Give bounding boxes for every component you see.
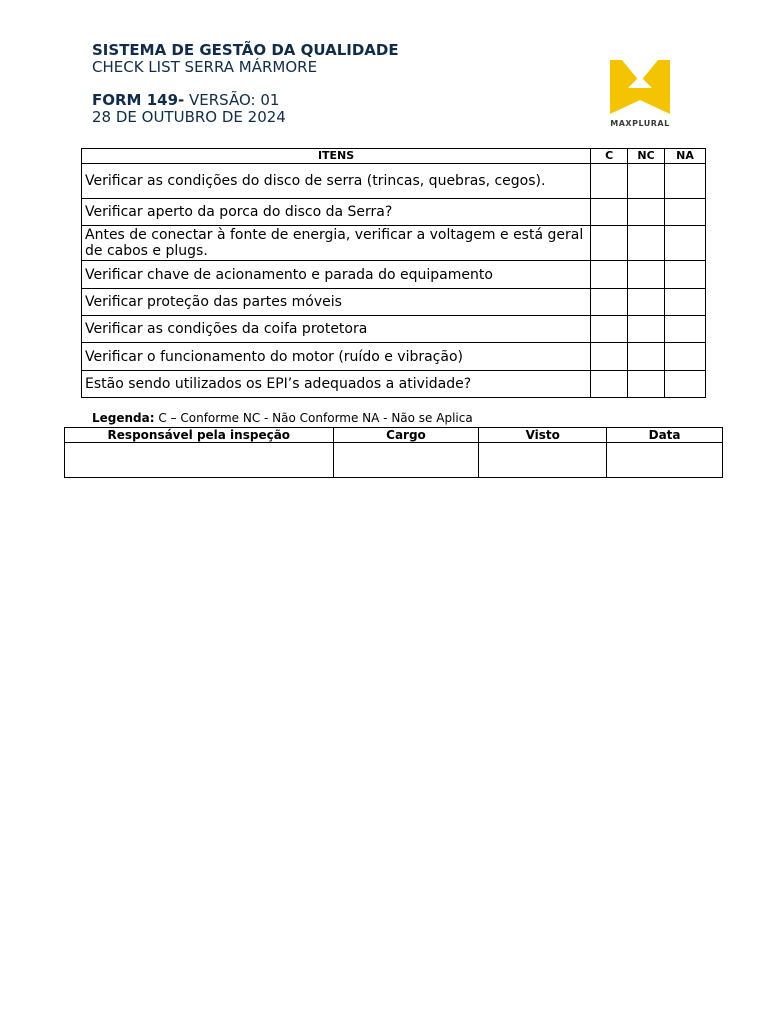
check-nc-cell[interactable] [628, 199, 665, 226]
checklist-item-text: Verificar as condições do disco de serra (trincas, quebras, cegos). [82, 164, 591, 199]
checklist-row [82, 316, 706, 343]
header-c: C [591, 149, 628, 164]
header-visa: Visto [479, 428, 607, 443]
checklist-item-text: Verificar chave de acionamento e parada do equipamento [82, 261, 591, 289]
checklist-header-row [82, 149, 706, 164]
signature-input-row [65, 443, 723, 478]
check-na-cell[interactable] [665, 164, 706, 199]
checklist-item-text: Verificar aperto da porca do disco da Serra? [82, 199, 591, 226]
check-na-cell[interactable] [665, 371, 706, 398]
checklist-item-text: Verificar as condições da coifa protetora [82, 316, 591, 343]
inspector-field[interactable] [65, 443, 334, 478]
checklist-row [82, 371, 706, 398]
check-c-cell[interactable] [591, 199, 628, 226]
maxplural-logo-mark [606, 58, 674, 116]
checklist-table [81, 148, 706, 398]
form-version-line [92, 92, 399, 109]
check-na-cell[interactable] [665, 343, 706, 371]
date-field[interactable] [607, 443, 723, 478]
checklist-item-text: Verificar o funcionamento do motor (ruído e vibração) [82, 343, 591, 371]
checklist-item-text: Antes de conectar à fonte de energia, verificar a voltagem e está geral de cabos e plugs. [82, 226, 591, 261]
check-c-cell[interactable] [591, 316, 628, 343]
checklist-title: CHECK LIST SERRA MÁRMORE [92, 58, 318, 76]
check-na-cell[interactable] [665, 226, 706, 261]
legend [92, 411, 473, 425]
checklist-row [82, 164, 706, 199]
checklist-row [82, 226, 706, 261]
check-na-cell[interactable] [665, 261, 706, 289]
header-date: Data [607, 428, 723, 443]
check-c-cell[interactable] [591, 164, 628, 199]
checklist-row [82, 289, 706, 316]
role-field[interactable] [333, 443, 479, 478]
header-role: Cargo [333, 428, 479, 443]
legend-label: Legenda: [92, 411, 155, 425]
check-na-cell[interactable] [665, 316, 706, 343]
checklist-row [82, 199, 706, 226]
check-nc-cell[interactable] [628, 371, 665, 398]
document-header [92, 42, 399, 126]
check-nc-cell[interactable] [628, 164, 665, 199]
checklist-item-text: Estão sendo utilizados os EPI’s adequados a atividade? [82, 371, 591, 398]
check-nc-cell[interactable] [628, 316, 665, 343]
header-inspector: Responsável pela inspeção [65, 428, 334, 443]
check-c-cell[interactable] [591, 261, 628, 289]
check-nc-cell[interactable] [628, 261, 665, 289]
legend-text: C – Conforme NC - Não Conforme NA - Não se Aplica [154, 411, 473, 425]
check-c-cell[interactable] [591, 289, 628, 316]
checklist-item-text: Verificar proteção das partes móveis [82, 289, 591, 316]
checklist-row [82, 343, 706, 371]
check-c-cell[interactable] [591, 226, 628, 261]
header-items: ITENS [82, 149, 591, 164]
check-nc-cell[interactable] [628, 226, 665, 261]
visa-field[interactable] [479, 443, 607, 478]
maxplural-logo [606, 58, 674, 130]
check-na-cell[interactable] [665, 199, 706, 226]
check-nc-cell[interactable] [628, 343, 665, 371]
check-nc-cell[interactable] [628, 289, 665, 316]
header-nc: NC [628, 149, 665, 164]
checklist-row [82, 261, 706, 289]
header-na: NA [665, 149, 706, 164]
signature-table [64, 427, 723, 478]
logo-brand-text: MAXPLURAL [610, 119, 670, 128]
form-version: VERSÃO: 01 [184, 91, 280, 109]
check-c-cell[interactable] [591, 343, 628, 371]
check-na-cell[interactable] [665, 289, 706, 316]
check-c-cell[interactable] [591, 371, 628, 398]
system-title: SISTEMA DE GESTÃO DA QUALIDADE [92, 41, 399, 59]
form-number: FORM 149- [92, 91, 185, 109]
signature-header-row [65, 428, 723, 443]
form-date: 28 DE OUTUBRO DE 2024 [92, 108, 286, 126]
